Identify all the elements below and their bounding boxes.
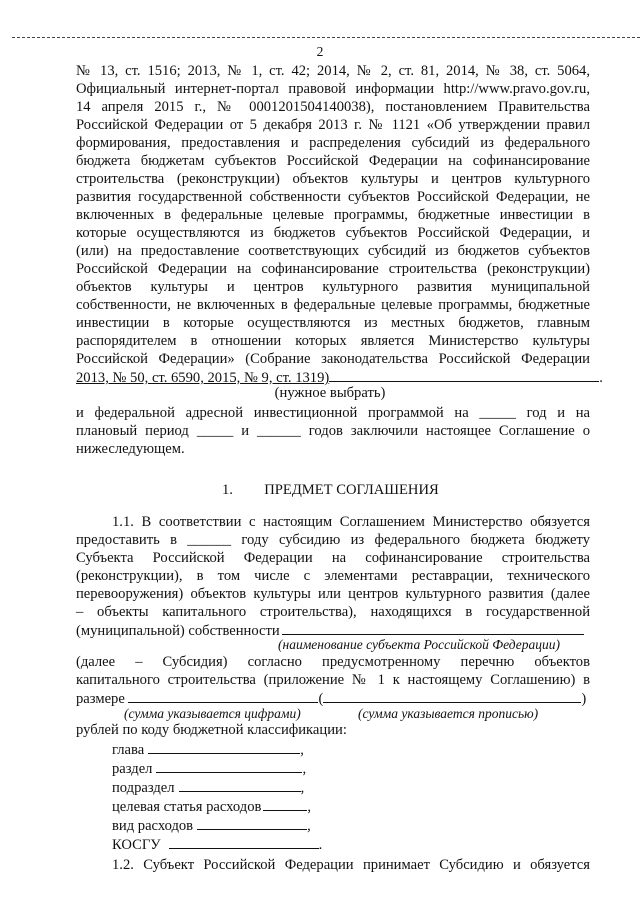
budget-code-label: глава (112, 742, 145, 758)
page-top-border (12, 37, 640, 38)
choose-note: (нужное выбрать) (274, 385, 386, 401)
clause-line: 1.2. Субъект Российской Федерации принимает Субсидию и обязуется (112, 857, 590, 873)
clause-line: перевооружения) объектов культуры или центров культурного развития (далее (76, 586, 590, 602)
fill-blank (329, 369, 599, 382)
budget-code-row: подраздел , (112, 780, 305, 796)
budget-code-row: раздел , (112, 761, 307, 777)
body-line: (далее – Субсидия) согласно предусмотренному перечню объектов (76, 654, 590, 670)
budget-code-blank (179, 779, 301, 792)
body-line: распорядителем в отношении которых является Министерство культуры (76, 333, 590, 349)
page-number: 2 (316, 44, 324, 59)
rub-line: рублей по коду бюджетной классификации: (76, 722, 347, 738)
body-line: Российской Федерации на софинансирование строительства (реконструкции) (76, 261, 590, 277)
body-line: Российской Федерации от 5 декабря 2013 г. № 1121 «Об утверждении правил (76, 117, 590, 133)
budget-code-row: вид расходов , (112, 818, 311, 834)
budget-code-label: раздел (112, 761, 153, 777)
body-line: объектов культуры и центров культурного развития муниципальной (76, 279, 590, 295)
body-line: плановый период _____ и ______ годов заключили настоящее Соглашение о (76, 423, 590, 439)
body-line: Официальный интернет-портал правовой информации http://www.pravo.gov.ru, (76, 81, 590, 97)
budget-code-blank (197, 817, 307, 830)
amount-digits-caption: (сумма указывается цифрами) (124, 706, 301, 721)
budget-code-blank (169, 836, 319, 849)
section-heading (222, 482, 482, 498)
body-line: которые осуществляются из бюджетов субъектов Российской Федерации, и (76, 225, 590, 241)
budget-code-blank (148, 741, 300, 754)
budget-code-label: вид расходов (112, 818, 194, 834)
amount-line: размере ( ) (76, 691, 587, 707)
subject-caption: (наименование субъекта Российской Федерации) (278, 637, 561, 652)
body-line: капитального строительства (приложение № 1 к настоящему Соглашению) в (76, 672, 590, 688)
body-line: формирования, предоставления и распределения субсидий из федерального (76, 135, 590, 151)
body-line: нижеследующем. (76, 441, 185, 457)
section-title: ПРЕДМЕТ СОГЛАШЕНИЯ (264, 482, 439, 498)
amount-digits-blank (128, 690, 318, 703)
amount-words-caption: (сумма указывается прописью) (358, 706, 539, 721)
budget-code-blank (263, 798, 307, 811)
clause-line: (реконструкции), в том числе с элементами реставрации, технического (76, 568, 590, 584)
body-line: собственности, не включенных в федеральные целевые программы, бюджетные (76, 297, 590, 313)
budget-code-row: глава , (112, 742, 304, 758)
body-line: Российской Федерации» (Собрание законодательства Российской Федерации (76, 351, 590, 367)
body-line: развития государственной собственности субъектов Российской Федерации, не (76, 189, 590, 205)
amount-words-blank (323, 690, 581, 703)
body-line: (или) на предоставление соответствующих субсидий из бюджетов субъектов (76, 243, 590, 259)
budget-code-label: подраздел (112, 780, 175, 796)
section-number: 1. (222, 482, 233, 498)
budget-code-row: целевая статья расходов , (112, 799, 312, 815)
citation-underlined: 2013, № 50, ст. 6590, 2015, № 9, ст. 1319) (76, 370, 330, 386)
budget-code-row: КОСГУ . (112, 837, 323, 853)
clause-line: предоставить в ______ году субсидию из федерального бюджета бюджету (76, 532, 590, 548)
body-line: 14 апреля 2015 г., № 0001201504140038), постановлением Правительства (76, 99, 590, 115)
clause-line: Субъекта Российской Федерации на софинансирование строительства (76, 550, 590, 566)
budget-code-label: целевая статья расходов (112, 799, 262, 815)
amount-label: размере (76, 691, 125, 707)
body-line: инвестиции в которые осуществляются из местных бюджетов, главным (76, 315, 590, 331)
subject-name-blank (282, 622, 584, 635)
budget-code-blank (156, 760, 302, 773)
body-line: № 13, ст. 1516; 2013, № 1, ст. 42; 2014, № 2, ст. 81, 2014, № 38, ст. 5064, (76, 63, 590, 79)
body-line: и федеральной адресной инвестиционной программой на _____ год и на (76, 405, 590, 421)
body-line: бюджета бюджетам субъектов Российской Федерации на софинансирование (76, 153, 590, 169)
body-line-underlined: 2013, № 50, ст. 6590, 2015, № 9, ст. 1319) . (76, 370, 603, 386)
clause-line: 1.1. В соответствии с настоящим Соглашением Министерство обязуется (112, 514, 590, 530)
ownership-label: (муниципальной) собственности (76, 623, 280, 639)
body-line: включенных в федеральные целевые программы, бюджетные инвестиции в (76, 207, 590, 223)
clause-line: – объекты капитального строительства), находящихся в государственной (76, 604, 590, 620)
body-line: строительства (реконструкции) объектов культуры и центров культурного (76, 171, 590, 187)
budget-code-label: КОСГУ (112, 837, 161, 853)
